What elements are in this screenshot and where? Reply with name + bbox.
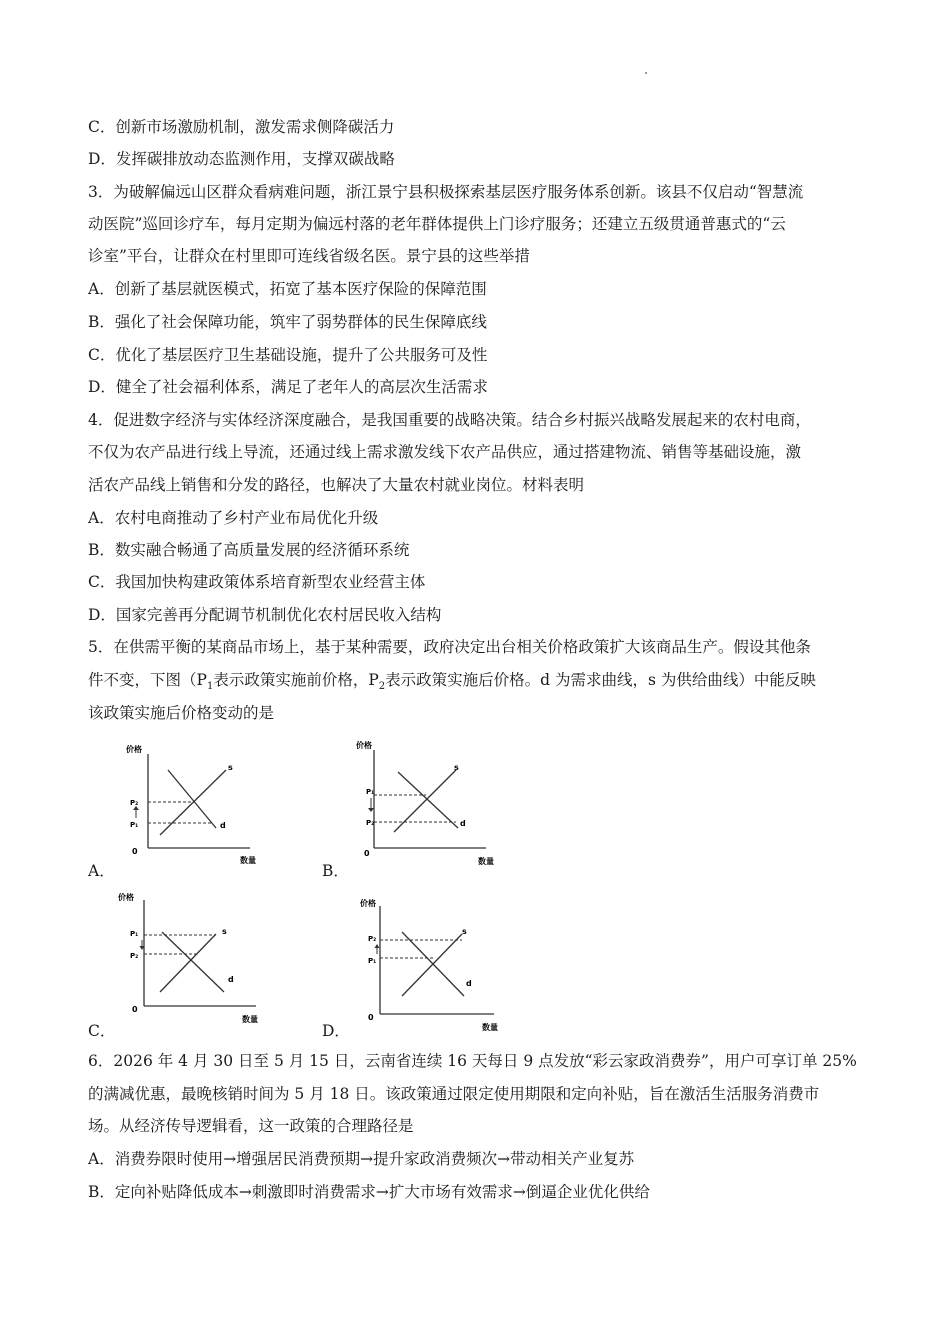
graph-d-option: D． — [322, 1022, 350, 1040]
graph-a-ylabel: 价格 — [126, 745, 142, 754]
q5-sub-1: 1 — [206, 681, 214, 693]
graph-a-origin: 0 — [132, 847, 138, 856]
q6-option-a: A．消费券限时使用→增强居民消费预期→提升家政消费频次→带动相关产业复苏 — [88, 1150, 635, 1168]
graph-d-lower-label: P₁ — [368, 957, 377, 965]
q6-stem-line-3: 场。从经济传导逻辑看，这一政策的合理路径是 — [88, 1117, 414, 1135]
page-dot — [645, 72, 647, 74]
graph-c-s-label: s — [222, 927, 227, 936]
q5-stem-line-2 — [88, 670, 868, 697]
q4-stem-line-1: 4．促进数字经济与实体经济深度融合，是我国重要的战略决策。结合乡村振兴战略发展起来的农村电商， — [88, 411, 811, 429]
q6-stem-line-2: 的满减优惠，最晚核销时间为 5 月 18 日。该政策通过限定使用期限和定向补贴，旨在激活生活服务消费市 — [88, 1085, 820, 1103]
q4-option-a: A．农村电商推动了乡村产业布局优化升级 — [88, 509, 379, 527]
q5-line2-part-c: 表示政策实施后价格。d 为需求曲线，s 为供给曲线）中能反映 — [385, 671, 816, 689]
graph-c-d-label: d — [228, 975, 234, 984]
graph-d-s-label: s — [462, 927, 467, 936]
q6-stem-line-1: 6．2026 年 4 月 30 日至 5 月 15 日，云南省连续 16 天每日 9 点发放“彩云家政消费券”，用户可享订单 25% — [88, 1052, 857, 1070]
graph-c-upper-label: P₁ — [130, 930, 139, 938]
option-d-prev: D．发挥碳排放动态监测作用，支撑双碳战略 — [88, 150, 395, 168]
graph-a-xlabel: 数量 — [240, 856, 256, 865]
q4-option-b: B．数实融合畅通了高质量发展的经济循环系统 — [88, 541, 410, 559]
option-c-prev: C．创新市场激励机制，激发需求侧降碳活力 — [88, 118, 395, 136]
graph-d-d-label: d — [466, 979, 472, 988]
graph-b-d-label: d — [460, 819, 466, 828]
graph-b-lower-label: P₂ — [366, 819, 375, 827]
q3-option-b: B．强化了社会保障功能，筑牢了弱势群体的民生保障底线 — [88, 313, 487, 331]
q5-stem-line-3: 该政策实施后价格变动的是 — [88, 704, 275, 722]
graph-a-option: A． — [88, 862, 115, 880]
graph-b-s-label: s — [454, 763, 459, 772]
graph-c — [112, 888, 272, 1024]
graph-c-xlabel: 数量 — [242, 1015, 258, 1024]
graph-a-s-label: s — [228, 763, 233, 772]
q3-option-c: C．优化了基层医疗卫生基础设施，提升了公共服务可及性 — [88, 346, 488, 364]
graph-a-lower-label: P₁ — [130, 821, 139, 829]
q5-stem-line-1: 5．在供需平衡的某商品市场上，基于某种需要，政府决定出台相关价格政策扩大该商品生产。假设其他条 — [88, 638, 811, 656]
q3-stem-line-2: 动医院”巡回诊疗车，每月定期为偏远村落的老年群体提供上门诊疗服务；还建立五级贯通普惠式的“云 — [88, 215, 786, 233]
q5-line2-part-b: 表示政策实施前价格，P — [213, 671, 379, 689]
q4-stem-line-2: 不仅为农产品进行线上导流，还通过线上需求激发线下农产品供应，通过搭建物流、销售等基础设施，激 — [88, 443, 802, 461]
graph-d-upper-label: P₂ — [368, 935, 377, 943]
graph-b-ylabel: 价格 — [356, 741, 372, 750]
graph-d — [346, 892, 506, 1032]
q3-option-a: A．创新了基层就医模式，拓宽了基本医疗保险的保障范围 — [88, 280, 487, 298]
q4-option-c: C．我国加快构建政策体系培育新型农业经营主体 — [88, 573, 426, 591]
graph-a — [112, 740, 272, 870]
graph-c-lower-label: P₂ — [130, 952, 139, 960]
graph-b-upper-label: P₁ — [366, 788, 375, 796]
graph-a-upper-label: P₂ — [130, 799, 139, 807]
q5-sub-2: 2 — [378, 681, 386, 693]
graph-a-d-label: d — [220, 821, 226, 830]
graph-b-origin: 0 — [364, 849, 370, 858]
graph-d-ylabel: 价格 — [360, 899, 376, 908]
q4-option-d: D．国家完善再分配调节机制优化农村居民收入结构 — [88, 606, 442, 624]
graph-c-option: C． — [88, 1022, 116, 1040]
graph-b — [346, 736, 506, 870]
q6-option-b: B．定向补贴降低成本→刺激即时消费需求→扩大市场有效需求→倒逼企业优化供给 — [88, 1183, 650, 1201]
graph-b-option: B． — [322, 862, 349, 880]
graph-c-ylabel: 价格 — [118, 893, 134, 902]
q5-line2-part-a: 件不变，下图（P — [88, 671, 207, 689]
q4-stem-line-3: 活农产品线上销售和分发的路径，也解决了大量农村就业岗位。材料表明 — [88, 476, 585, 494]
graph-d-origin: 0 — [368, 1013, 374, 1022]
q3-option-d: D．健全了社会福利体系，满足了老年人的高层次生活需求 — [88, 378, 488, 396]
graph-d-xlabel: 数量 — [482, 1023, 498, 1032]
graph-b-xlabel: 数量 — [478, 857, 494, 866]
q3-stem-line-1: 3．为破解偏远山区群众看病难问题，浙江景宁县积极探索基层医疗服务体系创新。该县不仅启动“智慧流 — [88, 183, 804, 201]
graph-c-origin: 0 — [132, 1005, 138, 1014]
q3-stem-line-3: 诊室”平台，让群众在村里即可连线省级名医。景宁县的这些举措 — [88, 247, 530, 265]
